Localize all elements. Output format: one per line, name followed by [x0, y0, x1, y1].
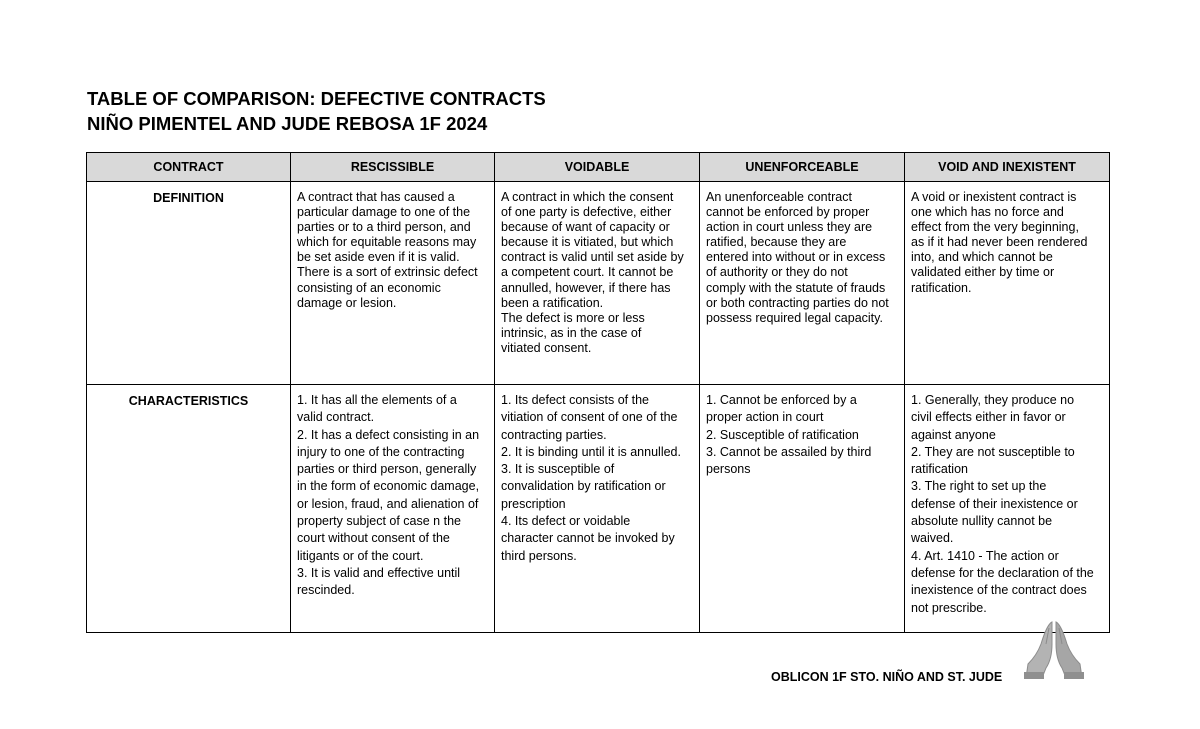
document-title-block: [87, 86, 546, 136]
cell-text: 1. Cannot be enforced by a proper action in court 2. Susceptible of ratification 3. Cannot be assailed by third persons: [706, 393, 872, 477]
header-contract: CONTRACT: [87, 153, 291, 182]
cell-characteristics-voidable: [495, 385, 700, 633]
table-row-definition: [87, 182, 1110, 385]
praying-hands-icon: [1022, 618, 1086, 682]
cell-text: 1. It has all the elements of a valid contract. 2. It has a defect consisting in an injury to one of the contracting parties or third person, generally in the form of economic damage, or lesion, fraud, and alienation of property subject of case n the court without consent of the litigants or of the court. 3. It is valid and effective until rescinded.: [297, 393, 480, 598]
cell-text: 1. Generally, they produce no civil effects either in favor or against anyone 2. They are not susceptible to ratification 3. The right to set up the defense of their inexistence or absolute nullity cannot be waived. 4. Art. 1410 - The action or defense for the declaration of the inexistence of the contract does not prescribe.: [911, 393, 1094, 615]
cell-definition-voidable: [495, 182, 700, 385]
document-subtitle: NIÑO PIMENTEL AND JUDE REBOSA 1F 2024: [87, 113, 488, 134]
cell-definition-void: [905, 182, 1110, 385]
cell-definition-unenforceable: [700, 182, 905, 385]
cell-text: An unenforceable contract cannot be enforced by proper action in court unless they are ratified, because they are entered into without or in excess of authority or they do not comply with the statute of frauds or both contracting parties do not possess required legal capacity.: [706, 190, 889, 325]
header-voidable: VOIDABLE: [495, 153, 700, 182]
document-title: TABLE OF COMPARISON: DEFECTIVE CONTRACTS: [87, 88, 546, 109]
header-void-and-inexistent: VOID AND INEXISTENT: [905, 153, 1110, 182]
cell-definition-rescissible: [291, 182, 495, 385]
table-row-characteristics: [87, 385, 1110, 633]
row-label-definition: DEFINITION: [87, 182, 291, 385]
table-header-row: [87, 153, 1110, 182]
cell-characteristics-rescissible: [291, 385, 495, 633]
cell-characteristics-void: [905, 385, 1110, 633]
comparison-table: [86, 152, 1110, 633]
cell-text: A contract in which the consent of one party is defective, either because of want of capacity or because it is vitiated, but which contract is valid until set aside by a competent court. It cannot be annulled, however, if there has been a ratification. The defect is more or less intrinsic, as in the case of vitiated consent.: [501, 190, 684, 355]
cell-text: A contract that has caused a particular damage to one of the parties or to a third person, and which for equitable reasons may be set aside even if it is valid. There is a sort of extrinsic defect consisting of an economic damage or lesion.: [297, 190, 478, 310]
cell-text: A void or inexistent contract is one which has no force and effect from the very beginning, as if it had never been rendered into, and which cannot be validated either by time or ratification.: [911, 190, 1088, 295]
row-label-characteristics: CHARACTERISTICS: [87, 385, 291, 633]
cell-characteristics-unenforceable: [700, 385, 905, 633]
cell-text: 1. Its defect consists of the vitiation of consent of one of the contracting parties. 2. It is binding until it is annulled. 3. It is susceptible of convalidation by ratification or prescription 4. Its defect or voidable character cannot be invoked by third persons.: [501, 393, 681, 563]
footer-text: OBLICON 1F STO. NIÑO AND ST. JUDE: [771, 670, 1003, 684]
header-unenforceable: UNENFORCEABLE: [700, 153, 905, 182]
header-rescissible: RESCISSIBLE: [291, 153, 495, 182]
